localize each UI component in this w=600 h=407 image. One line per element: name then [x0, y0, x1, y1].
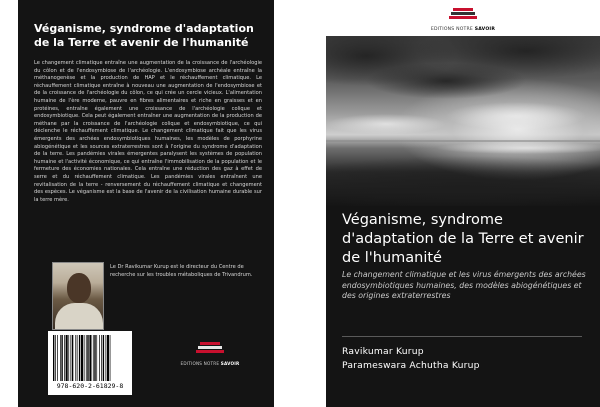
front-cover: [326, 0, 600, 407]
front-publisher-name: [426, 27, 500, 32]
isbn-number: 978-620-2-61829-8: [56, 382, 124, 390]
barcode: [48, 331, 132, 395]
front-cover-divider: [342, 336, 582, 337]
front-cover-header: [326, 0, 600, 36]
back-publisher-logo: [180, 340, 240, 366]
front-publisher-bold: SAVOIR: [474, 27, 496, 32]
stacked-books-icon: [195, 341, 225, 355]
author-bio: Le Dr Ravikumar Kurup est le directeur du Centre de recherche sur les troubles métaboliques de Trivandrum.: [110, 264, 253, 278]
front-cover-title: Véganisme, syndrome d'adaptation de la Terre et avenir de l'humanité: [342, 212, 584, 266]
back-cover: [18, 0, 274, 407]
author-photo: [52, 262, 104, 330]
front-author-2: Parameswara Achutha Kurup: [342, 360, 480, 371]
back-cover-title: Véganisme, syndrome d'adaptation de la Terre et avenir de l'humanité: [34, 22, 254, 49]
back-publisher-name: [180, 361, 240, 366]
barcode-bars: [52, 335, 128, 381]
cover-photo: [326, 36, 600, 206]
back-publisher-bold: SAVOIR: [220, 361, 240, 366]
front-cover-subtitle: Le changement climatique et les virus émergents des archées endosymbiotiques humaines, des modèles abiogénétiques et des origines extraterrestres: [342, 270, 586, 300]
stacked-books-icon: [448, 7, 478, 21]
author-photo-shirt: [55, 303, 103, 330]
front-publisher-prefix: EDITIONS NOTRE: [430, 27, 474, 32]
cover-photo-clouds: [326, 36, 600, 206]
author-photo-head: [67, 273, 91, 303]
front-publisher-logo: [426, 6, 500, 32]
front-author-1: Ravikumar Kurup: [342, 346, 424, 357]
back-cover-blurb: Le changement climatique entraîne une augmentation de la croissance de l'archéologie du côlon et de l'endosymbiose de l'archéologie. L'endosymbiose archéale entraîne la méthanogenèse et la production de HAP et le réchauffement climatique. Le réchauffement climatique entraîne à nouveau une augmentation de l'endosymbiose et de la croissance de l'archéologie du côlon, ce qui crée un cercle vicieux. L'alimentation humaine de l'ère moderne, pauvre en fibres alimentaires et riche en graisses et en protéines, entraîne également une croissance de l'archéologie colique et endosymbiotique. Cela peut également entraîner une augmentation de la production de méthane par la croissance de l'archéologie colique et endosymbiotique, ce qui déclenche le réchauffement climatique. Le changement climatique fait que les virus émergents des archées endosymbiotiques humaines, les modèles de porphyrine abiogénétique et les sources extraterrestres sont à l'origine du syndrome d'adaptation de la terre. Les pandémies virales émergentes paralysent les systèmes de population humaine et l'activité économique, ce qui entraîne l'immobilisation de la population et le fermeture des économies nationales. Cela entraîne une réduction des gaz à effet de serre et du réchauffement climatique. Les pandémies virales entraînent une revitalisation de la terre - renversement du réchauffement climatique et changement des espèces. Le véganisme est la base de l'avenir de la civilisation humaine durable sur la terre mère.: [34, 60, 262, 203]
back-publisher-prefix: EDITIONS NOTRE: [180, 361, 220, 366]
